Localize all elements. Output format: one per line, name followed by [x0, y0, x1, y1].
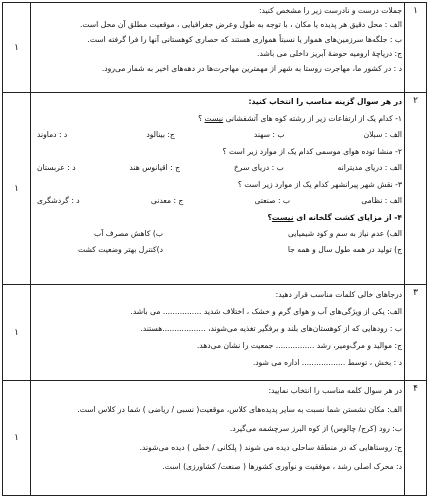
question-2-row	[3, 93, 426, 285]
question-3-title: درجاهای خالی کلمات مناسب قرار دهید:	[275, 290, 402, 299]
question-2-number: ۲	[404, 93, 426, 284]
question-2-3-text: ۳- نقش شهر پیرانشهر کدام یک از موارد زیر است ؟	[237, 180, 402, 189]
question-1-row	[3, 3, 426, 93]
question-2-4-options-row-1	[33, 227, 402, 240]
option[interactable]: ب : سهند	[253, 130, 285, 139]
question-2-4-options-row-2	[33, 243, 402, 256]
question-3-item-b: ب : رودهایی که از کوهستان‌های بلند و برفگیر تغذیه می‌شوند، ..................هستند.	[140, 324, 402, 333]
question-2-1-mark: ؟	[198, 114, 205, 123]
question-4-item-d: د: محرک اصلی رشد ، موفقیت و نوآوری کشورها ( صنعت/ کشاورزی) است.	[162, 462, 402, 471]
question-4-body	[33, 381, 402, 495]
question-4-score: ۱	[3, 381, 31, 495]
question-1-item-c: ج: دریاچهٔ ارومیه حوضهٔ آبریز داخلی می باشد.	[257, 49, 402, 59]
question-2-4-mark: ؟	[267, 213, 272, 222]
question-3-number: ۳	[404, 285, 426, 380]
question-2-title: در هر سوال گزینه مناسب را انتخاب کنید:	[248, 97, 402, 106]
question-4-item-a: الف: مکان نشستن شما نسبت به سایر پدیده‌های کلاس، موقعیت( نسبی / ریاضی ) شما در کلاس است.	[77, 405, 402, 414]
question-2-1-text	[33, 112, 402, 125]
option[interactable]: ب) کاهش مصرف آب	[94, 229, 163, 238]
question-3-row	[3, 285, 426, 381]
option[interactable]: ب : دریای سرخ	[233, 163, 284, 172]
question-4-title: در هر سوال کلمه مناسب را انتخاب نمایید:	[268, 386, 402, 395]
question-3-item-c: ج: موالید و مرگ‌ومیر، رشد ................ جمعیت را نشان می‌دهد.	[196, 341, 402, 350]
question-2-4-stem: ۴- از مزایای کشت گلخانه ای	[293, 213, 402, 222]
option[interactable]: الف : سبلان	[363, 130, 402, 139]
option[interactable]: ج: بینالود	[146, 130, 175, 139]
question-2-3-options	[33, 194, 402, 207]
question-4-item-c: ج: روستاهایی که در منطقهٔ ساحلی دیده می شوند ( پلکانی / خطی ) دیده می‌شوند.	[139, 443, 402, 452]
question-3-item-a: الف: یکی از ویژگی‌های آب و هوای گرم و خشک ، اختلاف شدید ................ می باشد.	[130, 307, 402, 316]
question-3-item-d: د : بخش ، توسط .................. اداره می شود.	[252, 358, 402, 367]
question-2-body	[33, 93, 402, 284]
question-2-2-options	[33, 161, 402, 174]
option[interactable]: الف : دریای مدیترانه	[337, 163, 402, 172]
option[interactable]: ج : معدنی	[150, 196, 184, 205]
question-1-item-b: ب : جلگه‌ها سرزمین‌های هموار یا نسبتاً همواری هستند که حصاری کوهستانی آنها را فرا گرفته است.	[87, 34, 402, 44]
option[interactable]: د : عربستان	[37, 163, 76, 172]
option[interactable]: د : گردشگری	[37, 196, 80, 205]
question-4-number: ۴	[404, 381, 426, 495]
question-2-2-text: ۲- منشا توده هوای موسمی کدام یک از موارد زیر است ؟	[222, 147, 402, 156]
option[interactable]: ب : صنعتی	[254, 196, 291, 205]
question-3-score: ۱	[3, 285, 31, 380]
question-1-body	[33, 3, 402, 92]
option[interactable]: د)کنترل بهتر وضعیت کشت	[78, 245, 163, 254]
question-1-score: ۱	[3, 3, 31, 92]
question-1-number: ۱	[404, 3, 426, 92]
question-2-1-underlined: نیست	[204, 114, 224, 123]
question-2-4-underlined: نیست	[271, 213, 294, 222]
question-4-item-b: ب: رود (کرج/ چالوس) از کوه البرز سرچشمه می‌گیرد.	[229, 424, 402, 433]
option[interactable]: ج : اقیانوس هند	[129, 163, 181, 172]
question-4-row	[3, 381, 426, 495]
exam-sheet	[2, 2, 427, 496]
question-1-item-a: الف : محل دقیق هر پدیده یا مکان ، با توجه به طول وعرض جغرافیایی ، موقعیت مطلق آن محل است.	[79, 20, 402, 30]
question-1-item-d: د : در کشور ما، مهاجرت روستا به شهر از مهمترین مهاجرت‌ها در دهه‌های اخیر به شمار می‌رود.	[101, 63, 402, 73]
question-2-1-options	[33, 128, 402, 141]
question-2-4-text	[33, 211, 402, 224]
option[interactable]: د : دماوند	[37, 130, 68, 139]
question-2-1-stem: ۱- کدام یک از ارتفاعات زیر از رشته کوه های آتشفشانی	[223, 114, 402, 123]
question-1-title: جملات درست و نادرست زیر را مشخص کنید:	[258, 6, 402, 15]
question-2-score: ۱	[3, 93, 31, 284]
question-3-body	[33, 285, 402, 380]
option[interactable]: الف : نظامی	[361, 196, 402, 205]
option[interactable]: ج) تولید در همه طول سال و همه جا	[287, 245, 402, 254]
option[interactable]: الف) عدم نیاز به سم و کود شیمیایی	[287, 229, 402, 238]
